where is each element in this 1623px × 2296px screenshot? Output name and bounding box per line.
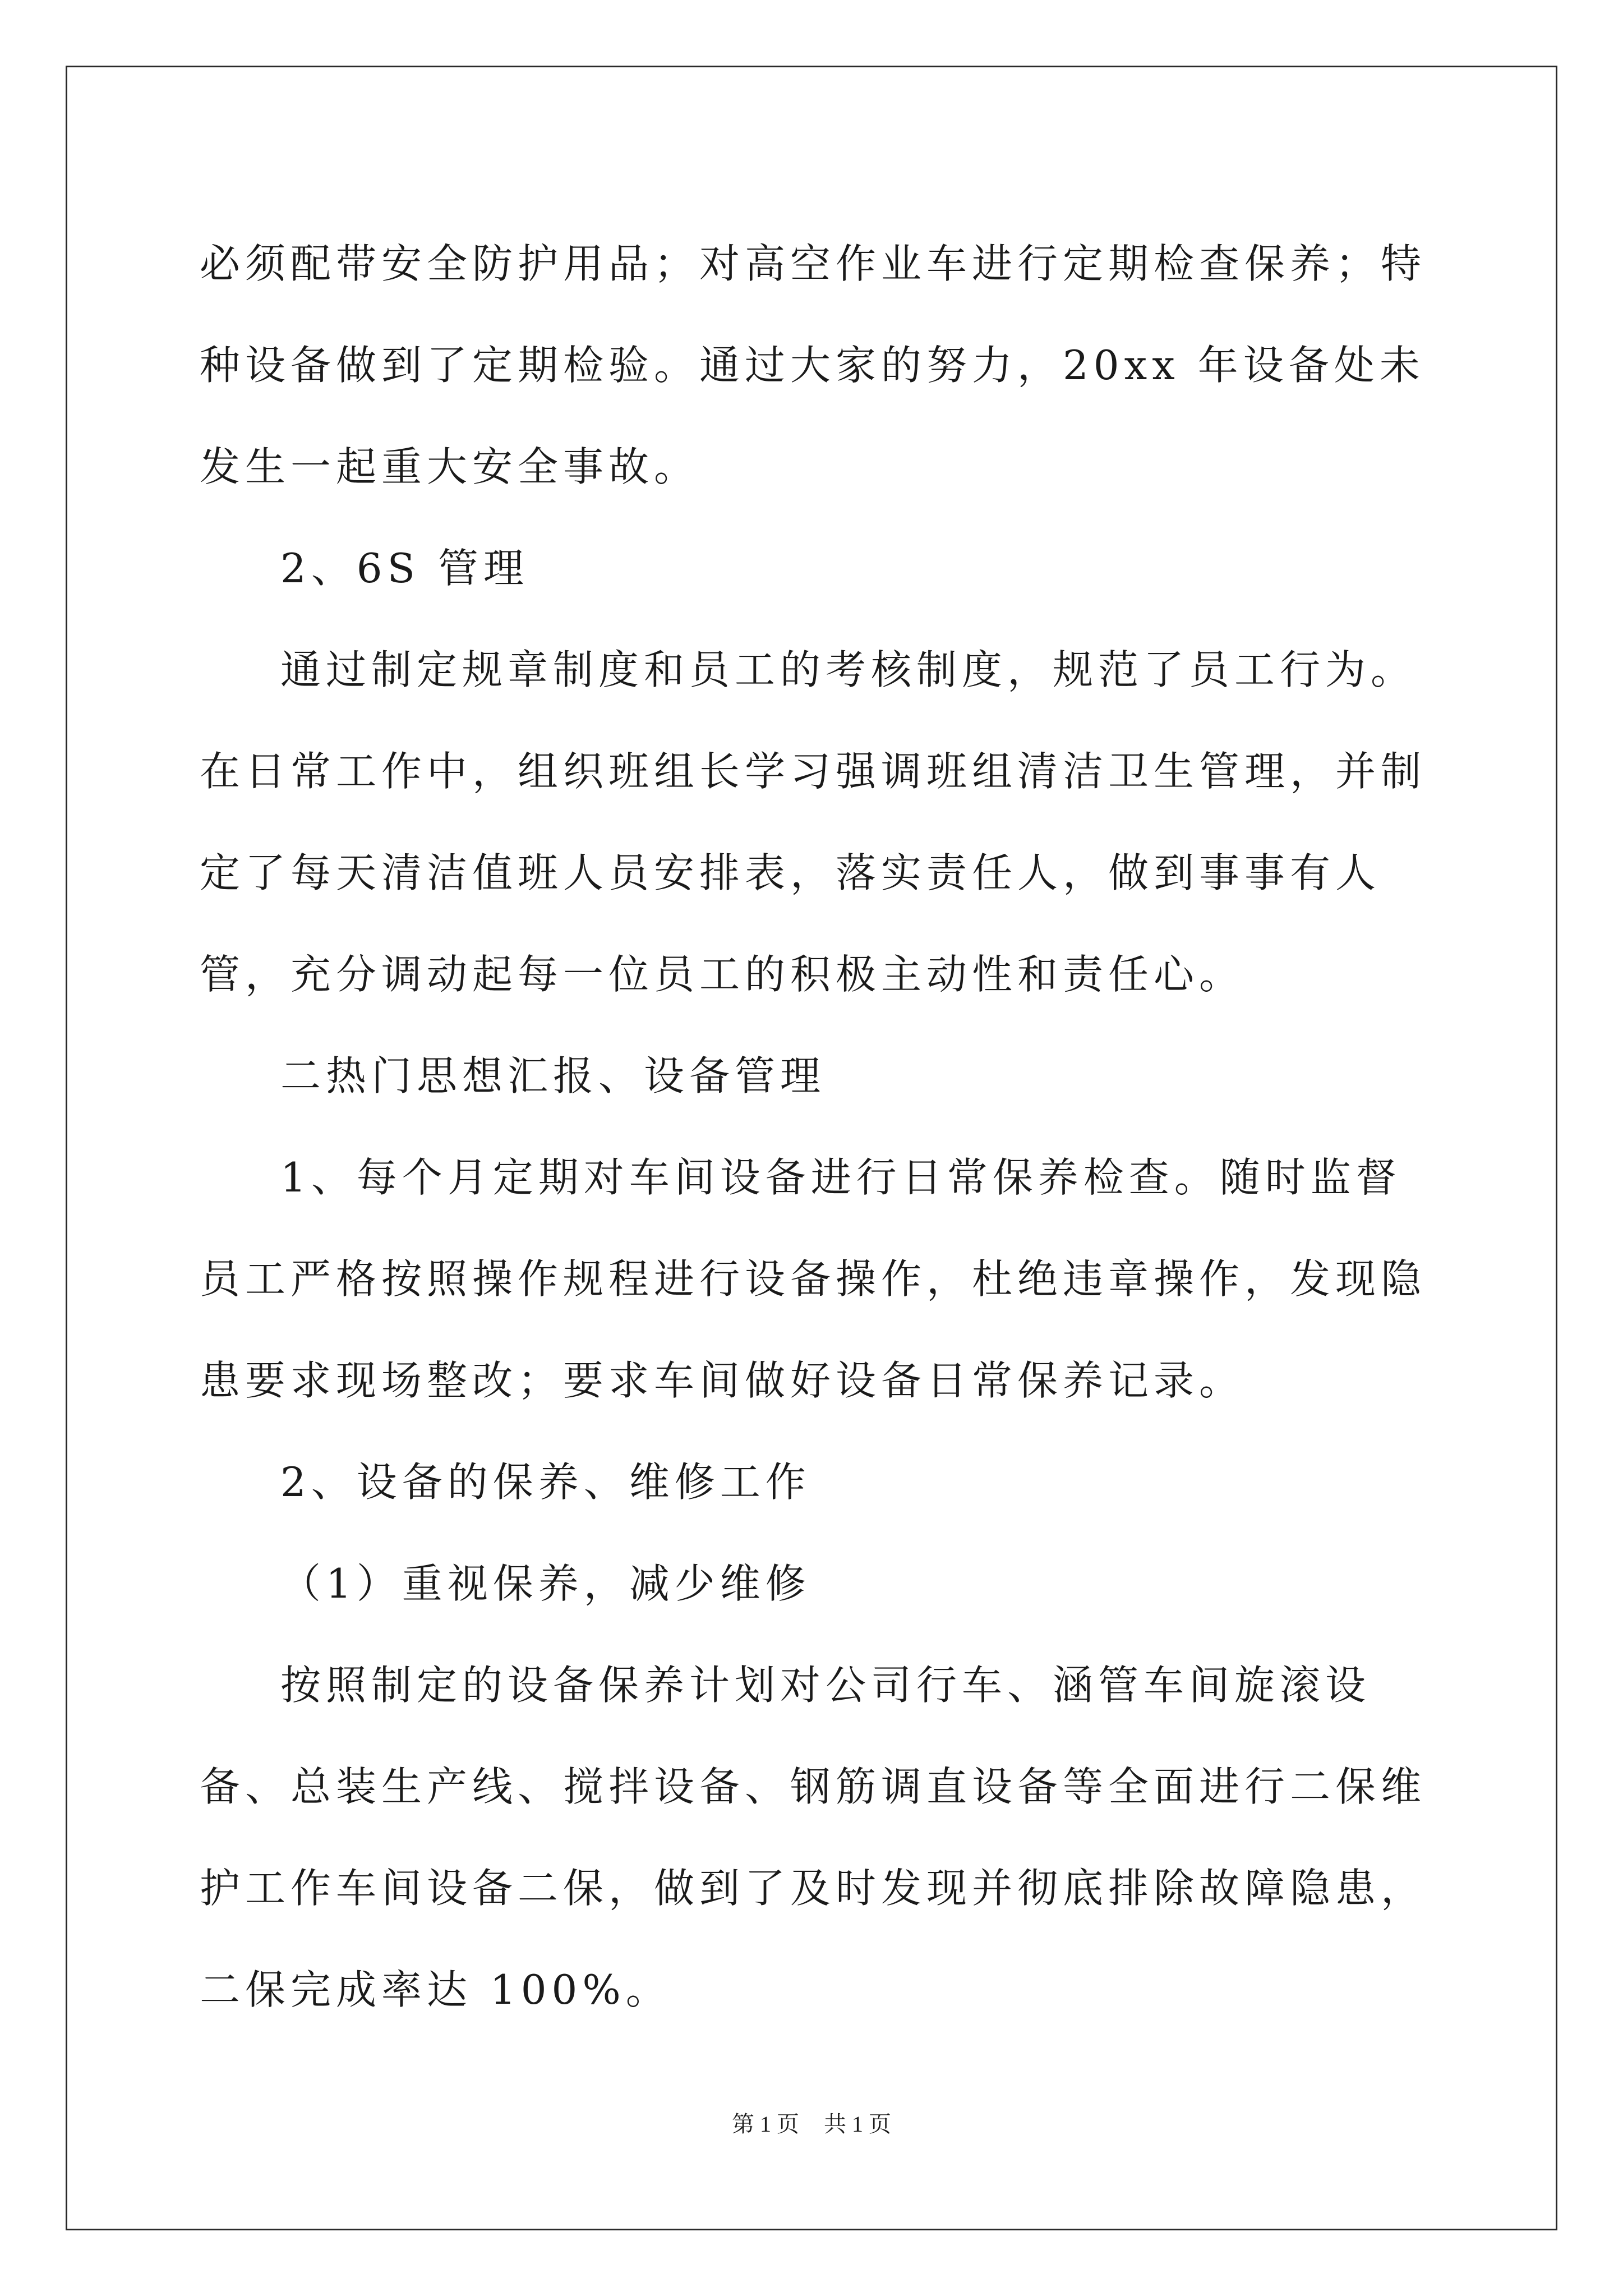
subheading-6s-management: 2、6S 管理: [280, 545, 529, 592]
paragraph-safety-continued: 必须配带安全防护用品；对高空作业车进行定期检查保养；特种设备做到了定期检验。通过大家的努力，20xx 年设备处未发生一起重大安全事故。: [200, 240, 1427, 490]
subheading-emphasize-maintenance: （1）重视保养，减少维修: [280, 1560, 811, 1607]
document-body: [200, 213, 1439, 2041]
paragraph-monthly-inspection: 1、每个月定期对车间设备进行日常保养检查。随时监督员工严格按照操作规程进行设备操作，杜绝违章操作，发现隐患要求现场整改；要求车间做好设备日常保养记录。: [200, 1154, 1427, 1404]
page-total: 共 1 页: [824, 2111, 891, 2137]
page-number: 第 1 页: [732, 2111, 799, 2137]
subheading-maintenance-work: 2、设备的保养、维修工作: [280, 1458, 811, 1506]
paragraph-maintenance-plan: 按照制定的设备保养计划对公司行车、涵管车间旋滚设备、总装生产线、搅拌设备、钢筋调直设备等全面进行二保维护工作车间设备二保，做到了及时发现并彻底排除故障隐患，二保完成率达 100%。: [200, 1662, 1427, 2013]
paragraph-6s-details: 通过制定规章制度和员工的考核制度，规范了员工行为。在日常工作中，组织班组长学习强调班组清洁卫生管理，并制定了每天清洁值班人员安排表，落实责任人，做到事事有人管，充分调动起每一位员工的积极主动性和责任心。: [200, 646, 1427, 998]
page-footer: [0, 2106, 1623, 2138]
section-heading-equipment-management: 二热门思想汇报、设备管理: [280, 1052, 826, 1099]
